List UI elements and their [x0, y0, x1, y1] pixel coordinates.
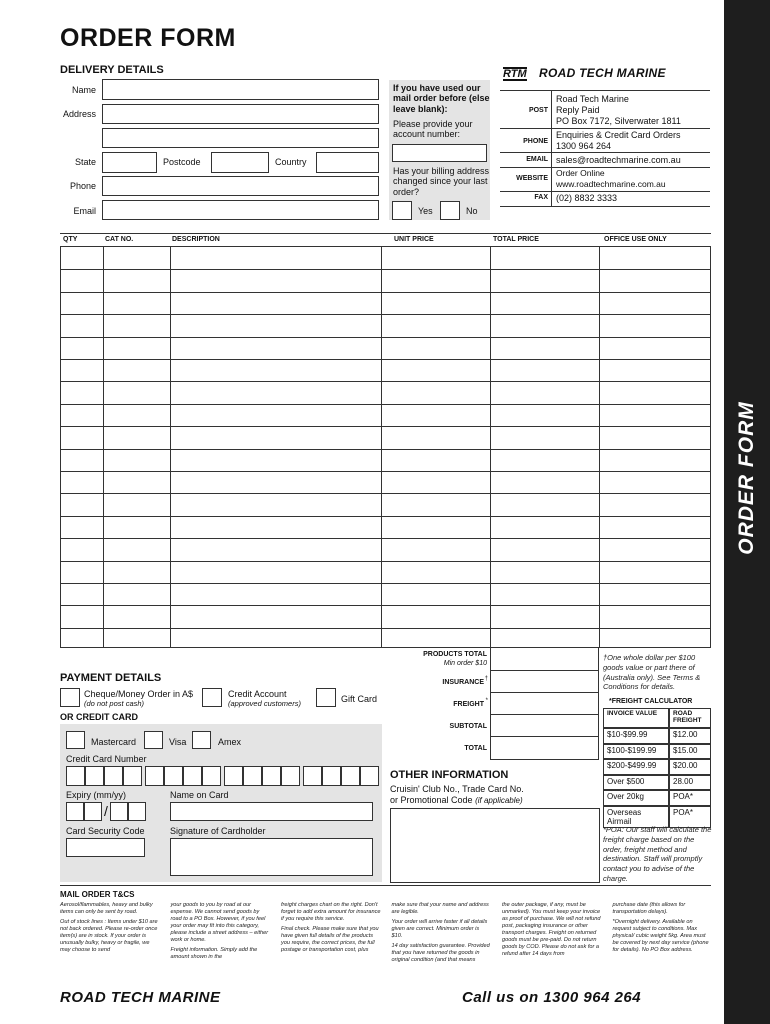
brand-logo-mark: RTM [503, 68, 527, 80]
freight-row-cost: POA* [669, 806, 711, 828]
page-title: ORDER FORM [60, 24, 236, 52]
email-input[interactable] [102, 200, 379, 220]
table-row [61, 337, 710, 338]
table-row [61, 561, 710, 562]
cc-digit-box[interactable] [322, 766, 341, 786]
footer-call: Call us on 1300 964 264 [462, 989, 642, 1006]
tcs-heading: MAIL ORDER T&CS [60, 890, 135, 899]
cc-digit-box[interactable] [123, 766, 142, 786]
tcs-column: freight charges chart on the right. Don't forget to add extra amount for insurance if you require this service. Final check. Please make sure that you have given full details of the products you require, the correct prices, the full postage or transportation cost, plus [281, 902, 381, 953]
table-row [61, 516, 710, 517]
min-order-label: Min order $10 [443, 660, 487, 667]
table-row [61, 605, 710, 606]
tcs-column: the outer package, if any, must be unmarked). You must keep your invoice as proof of purchase. We will not refund post, packaging insurance or other transport charges. Freight on returned goods must be pre-paid. Do not return goods by COD. Please do not ask for a refund after 14 days from [502, 902, 601, 957]
gift-card-checkbox[interactable] [316, 688, 336, 707]
cc-digit-box[interactable] [104, 766, 123, 786]
freight-row-value: Overseas Airmail [603, 806, 669, 828]
phone-contact-label: PHONE [523, 138, 548, 145]
other-info-input[interactable] [390, 808, 600, 883]
post-line-2: Reply Paid [556, 105, 600, 115]
insurance-note: †One whole dollar per $100 goods value or part there of (Australia only). See Terms & Conditions for details. [603, 653, 701, 692]
fax-number: (02) 8832 3333 [556, 193, 618, 203]
cc-digit-box[interactable] [341, 766, 360, 786]
cc-digit-box[interactable] [281, 766, 300, 786]
other-info-heading: OTHER INFORMATION [390, 769, 509, 781]
delivery-heading: DELIVERY DETAILS [60, 64, 164, 76]
order-table-header [60, 233, 711, 246]
postcode-input[interactable] [211, 152, 269, 173]
email-contact-label: EMAIL [526, 156, 548, 163]
insurance-label: INSURANCE [442, 679, 484, 686]
col-qty: QTY [63, 236, 78, 243]
cc-digit-box[interactable] [145, 766, 164, 786]
cc-number-boxes[interactable] [66, 766, 376, 786]
email-label: Email [73, 206, 96, 216]
side-banner-text: ORDER FORM [735, 401, 758, 555]
country-label: Country [275, 157, 307, 167]
freight-row-value: $100-$199.99 [603, 744, 669, 760]
website-label: WEBSITE [516, 175, 548, 182]
freight-mark: * [485, 698, 488, 704]
credit-account-label: Credit Account [228, 689, 287, 699]
state-input[interactable] [102, 152, 157, 173]
table-row [61, 381, 710, 382]
cc-digit-box[interactable] [303, 766, 322, 786]
table-row [61, 269, 710, 270]
name-input[interactable] [102, 79, 379, 100]
cc-digit-box[interactable] [66, 766, 85, 786]
visa-checkbox[interactable] [144, 731, 163, 749]
visa-label: Visa [169, 737, 187, 747]
billing-yes-checkbox[interactable] [392, 201, 412, 220]
col-description: DESCRIPTION [172, 236, 220, 243]
payment-heading: PAYMENT DETAILS [60, 672, 162, 684]
subtotal-label: SUBTOTAL [449, 723, 487, 730]
security-code-input[interactable] [66, 838, 145, 857]
account-number-input[interactable] [392, 144, 487, 162]
website-line-1: Order Online [556, 168, 605, 178]
amex-label: Amex [218, 737, 242, 747]
address-label: Address [62, 109, 96, 119]
phone-line-2: 1300 964 264 [556, 141, 612, 151]
expiry-yy-2[interactable] [128, 802, 146, 821]
cc-digit-box[interactable] [202, 766, 221, 786]
table-row [61, 292, 710, 293]
signature-label: Signature of Cardholder [170, 826, 266, 836]
cc-digit-box[interactable] [164, 766, 183, 786]
country-input[interactable] [316, 152, 379, 173]
table-row [61, 583, 710, 584]
table-row [61, 314, 710, 315]
security-code-label: Card Security Code [66, 826, 145, 836]
freight-row-cost: $12.00 [669, 728, 711, 744]
billing-change-question: Has your billing address changed since your last order? [393, 166, 490, 197]
table-col-divider [599, 247, 600, 647]
tcs-column: your goods to you by road at our expense. We cannot send goods by road to a PO Box. However, if you feel your order may fit into this category, please include a street address – either work or home. Freight information. Simply add the amount shown in the [170, 902, 269, 960]
brand-logo-name: ROAD TECH MARINE [539, 66, 666, 80]
freight-col-road: ROAD FREIGHT [669, 708, 711, 728]
freight-label: FREIGHT [453, 701, 484, 708]
cc-digit-box[interactable] [85, 766, 104, 786]
mastercard-label: Mastercard [91, 737, 137, 747]
phone-line-1: Enquiries & Credit Card Orders [556, 130, 681, 140]
mail-order-question: If you have used our mail order before (else leave blank): [393, 83, 490, 114]
totals-boxes [490, 648, 599, 760]
tcs-body [60, 902, 711, 984]
freight-row-value: $10-$99.99 [603, 728, 669, 744]
cc-digit-box[interactable] [243, 766, 262, 786]
cc-digit-box[interactable] [360, 766, 379, 786]
table-row [61, 471, 710, 472]
credit-account-sub: (approved customers) [228, 699, 301, 708]
signature-input[interactable] [170, 838, 373, 876]
order-table [60, 246, 711, 648]
tcs-column: make sure that your name and address are legible. Your order will arrive faster if all details given are correct. Minimum order is $10. 14 day satisfaction guarantee. Provided that you have returned the goods in original condition (and that means [391, 902, 490, 963]
table-row [61, 359, 710, 360]
name-on-card-label: Name on Card [170, 790, 229, 800]
contact-email[interactable]: sales@roadtechmarine.com.au [556, 155, 681, 165]
billing-yes-label: Yes [418, 206, 433, 216]
other-info-line2: or Promotional Code (if applicable) [390, 795, 523, 805]
col-office-use: OFFICE USE ONLY [604, 236, 667, 243]
mastercard-checkbox[interactable] [66, 731, 85, 749]
freight-row-value: $200-$499.99 [603, 759, 669, 775]
freight-row-cost: 28.00 [669, 775, 711, 791]
freight-row-cost: POA* [669, 790, 711, 806]
cc-digit-box[interactable] [262, 766, 281, 786]
expiry-mm-2[interactable] [84, 802, 102, 821]
expiry-label: Expiry (mm/yy) [66, 790, 126, 800]
website-url[interactable]: www.roadtechmarine.com.au [556, 179, 666, 189]
col-catno: CAT NO. [105, 236, 134, 243]
expiry-yy-1[interactable] [110, 802, 128, 821]
name-label: Name [71, 85, 96, 95]
post-label: POST [528, 107, 548, 114]
gift-card-label: Gift Card [341, 694, 378, 704]
post-line-1: Road Tech Marine [556, 94, 629, 104]
cc-digit-box[interactable] [183, 766, 202, 786]
freight-calc-title: *FREIGHT CALCULATOR [609, 698, 693, 705]
freight-row-cost: $20.00 [669, 759, 711, 775]
table-col-divider [170, 247, 171, 647]
table-row [61, 493, 710, 494]
fax-label: FAX [534, 194, 548, 201]
cheque-sub: (do not post cash) [84, 699, 145, 708]
billing-no-checkbox[interactable] [440, 201, 460, 220]
freight-col-invoice: INVOICE VALUE [603, 708, 669, 728]
credit-account-checkbox[interactable] [202, 688, 222, 707]
freight-note: *POA: Our staff will calculate the freight charge based on the order, freight method and destination. Staff will promptly contact you to advise of the charge. [603, 825, 712, 883]
insurance-mark: † [484, 676, 488, 682]
products-total-label: PRODUCTS TOTAL [423, 651, 487, 658]
cc-number-label: Credit Card Number [66, 754, 147, 764]
billing-no-label: No [466, 206, 478, 216]
cc-digit-box[interactable] [224, 766, 243, 786]
table-row [61, 404, 710, 405]
phone-label: Phone [69, 181, 96, 191]
address-input-1[interactable] [102, 104, 379, 124]
amex-checkbox[interactable] [192, 731, 211, 749]
other-info-line1: Cruisin' Club No., Trade Card No. [390, 784, 524, 794]
freight-row-cost: $15.00 [669, 744, 711, 760]
total-label: TOTAL [464, 745, 487, 752]
freight-calculator [603, 708, 711, 826]
table-col-divider [490, 247, 491, 647]
cheque-label: Cheque/Money Order in A$ [84, 689, 194, 699]
tcs-column: Aerosol/flammables, heavy and bulky items can only be sent by road. Out of stock lines : Items under $10 are not back ordered. Please re-order once item(s) are in stock. If your order is unusually bulky, heavy or fragile, we may choose to send [60, 902, 158, 953]
expiry-mm-1[interactable] [66, 802, 84, 821]
account-number-prompt: Please provide your account number: [393, 119, 473, 140]
post-line-3: PO Box 7172, Silverwater 1811 [556, 116, 681, 126]
tcs-column: purchase date (this allows for transportation delays). *Overnight delivery. Available on request subject to conditions. Max physical/ cubic weight 5kg. Area must be covered by next day service (phone for details). No PO Box address. [612, 902, 709, 953]
credit-card-heading: OR CREDIT CARD [60, 712, 138, 722]
table-row [61, 449, 710, 450]
cheque-checkbox[interactable] [60, 688, 80, 707]
col-unit-price: UNIT PRICE [394, 236, 434, 243]
expiry-slash: / [104, 803, 108, 819]
freight-row-value: Over $500 [603, 775, 669, 791]
table-row [61, 538, 710, 539]
table-row [61, 628, 710, 629]
table-col-divider [381, 247, 382, 647]
address-input-2[interactable] [102, 128, 379, 148]
col-total-price: TOTAL PRICE [493, 236, 539, 243]
name-on-card-input[interactable] [170, 802, 373, 821]
state-label: State [74, 157, 96, 167]
freight-row-value: Over 20kg [603, 790, 669, 806]
table-col-divider [103, 247, 104, 647]
table-row [61, 426, 710, 427]
footer-brand: ROAD TECH MARINE [60, 989, 221, 1006]
phone-input[interactable] [102, 176, 379, 196]
postcode-label: Postcode [163, 157, 201, 167]
